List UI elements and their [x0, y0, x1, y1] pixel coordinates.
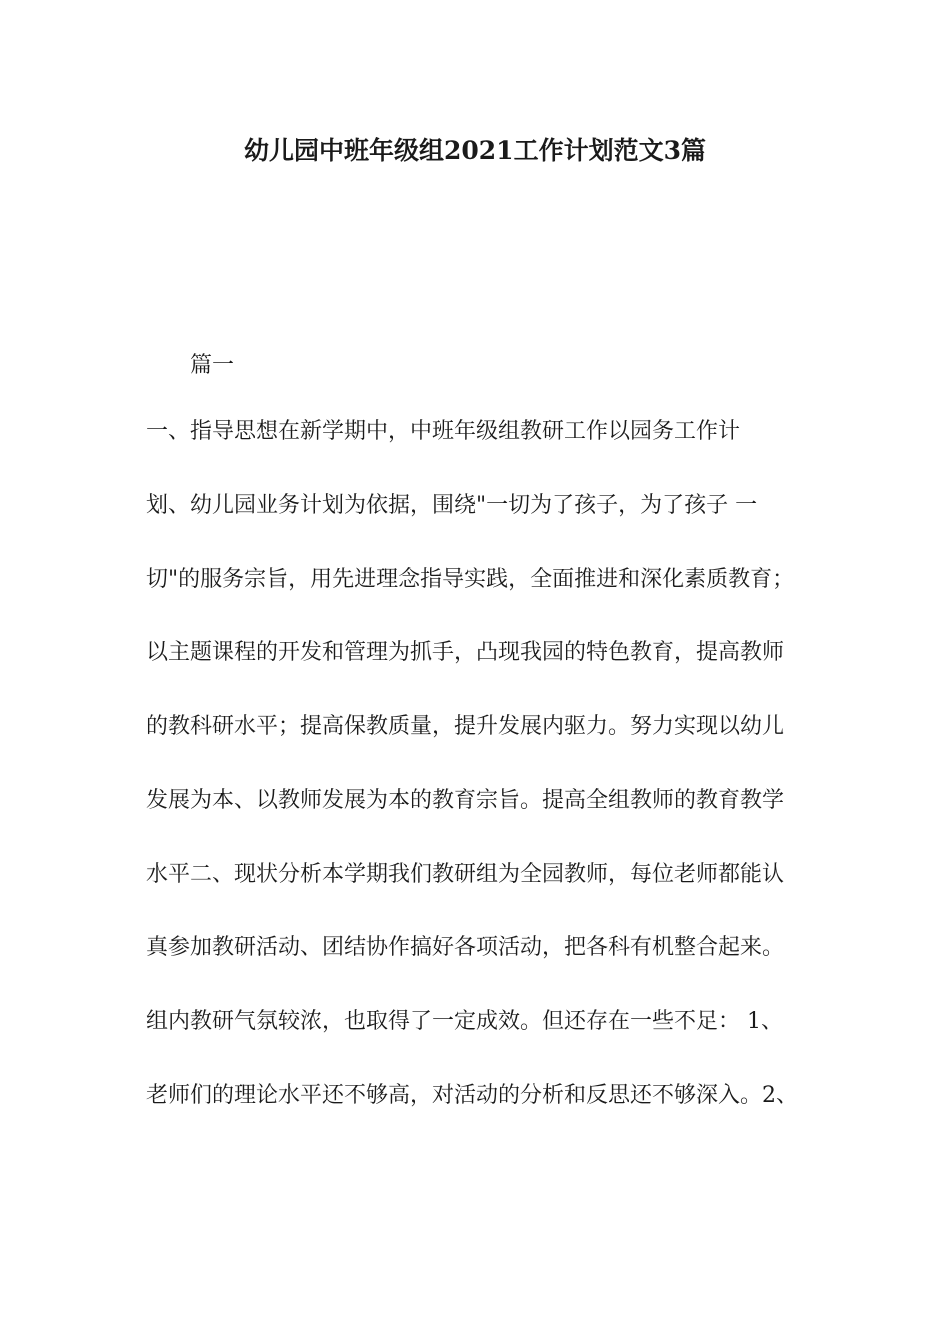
body-line-7: 水平二、现状分析本学期我们教研组为全园教师，每位老师都能认: [146, 862, 785, 887]
body-line-2: 划、幼儿园业务计划为依据，围绕"一切为了孩子，为了孩子 一: [146, 493, 758, 518]
body-line-1: 一、指导思想在新学期中，中班年级组教研工作以园务工作计: [146, 419, 741, 444]
document-title: 幼儿园中班年级组2021工作计划范文3篇: [244, 136, 706, 165]
body-line-10: 老师们的理论水平还不够高，对活动的分析和反思还不够深入。2、: [146, 1083, 798, 1108]
body-line-4: 以主题课程的开发和管理为抓手，凸现我园的特色教育，提高教师: [146, 640, 785, 665]
section-heading: 篇一: [190, 353, 235, 378]
body-line-5: 的教科研水平；提高保教质量，提升发展内驱力。努力实现以幼儿: [146, 714, 785, 739]
body-line-9: 组内教研气氛较浓，也取得了一定成效。但还存在一些不足： 1、: [146, 1009, 783, 1034]
body-line-3: 切"的服务宗旨，用先进理念指导实践，全面推进和深化素质教育；: [146, 567, 795, 592]
body-line-8: 真参加教研活动、团结协作搞好各项活动，把各科有机整合起来。: [146, 935, 785, 960]
body-line-6: 发展为本、以教师发展为本的教育宗旨。提高全组教师的教育教学: [146, 788, 785, 813]
